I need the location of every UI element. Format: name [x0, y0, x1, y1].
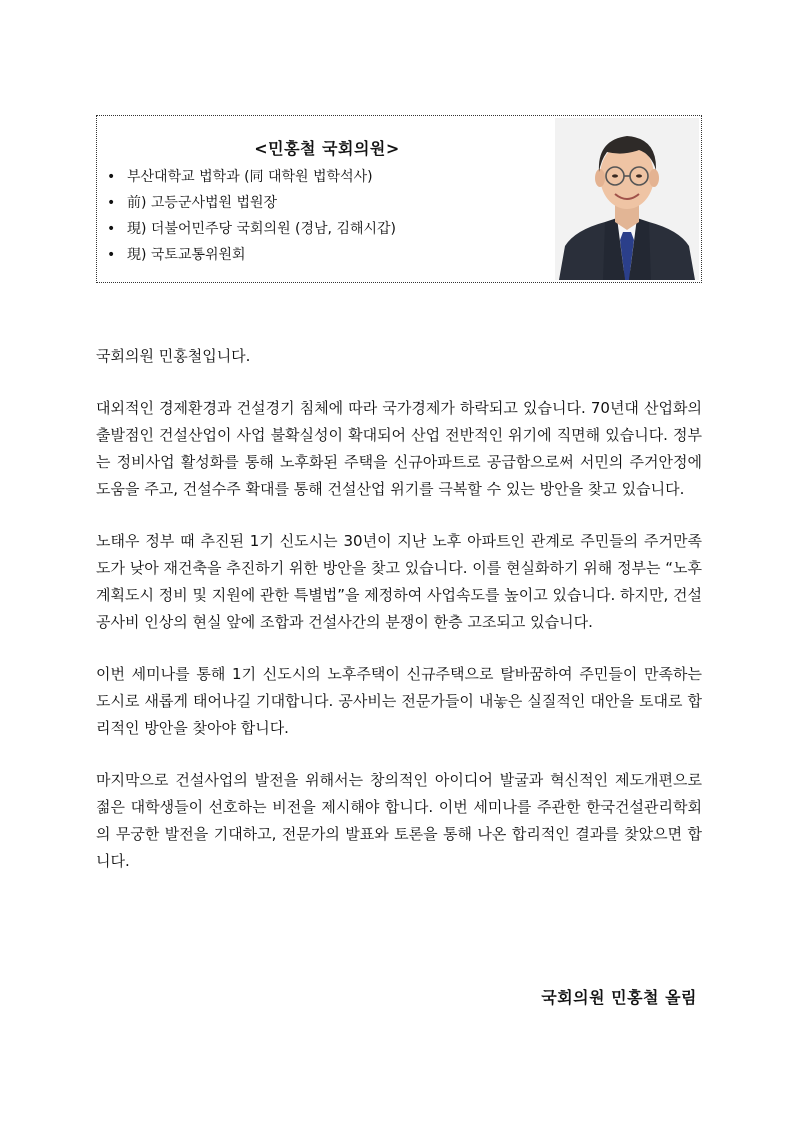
profile-title: <민홍철 국회의원>: [254, 139, 400, 158]
profile-list: [105, 164, 396, 268]
greeting-paragraph: 국회의원 민홍철입니다.: [96, 347, 251, 365]
portrait-photo: [555, 118, 699, 280]
paragraph-new-town: 노태우 정부 때 추진된 1기 신도시는 30년이 지난 노후 아파트인 관계로 주민들의 주거만족도가 낮아 재건축을 추진하기 위한 방안을 찾고 있습니다. 이를 현실화하기 위해 정부는 “노후계획도시 정비 및 지원에 관한 특별법”을 제정하여 사업속도를 높이고 있습니다. 하지만, 건설공사비 인상의 현실 앞에 조합과 건설사간의 분쟁이 한층 고조되고 있습니다.: [96, 532, 702, 631]
profile-item-current-position: • 現) 더불어민주당 국회의원 (경남, 김해시갑): [105, 216, 396, 242]
paragraph-economy: 대외적인 경제환경과 건설경기 침체에 따라 국가경제가 하락되고 있습니다. 70년대 산업화의 출발점인 건설산업이 사업 불확실성이 확대되어 산업 전반적인 위기에 직면해 있습니다. 정부는 정비사업 활성화를 통해 노후화된 주택을 신규아파트로 공급함으로써 서민의 주거안정에 도움을 주고, 건설수주 확대를 통해 건설산업 위기를 극복할 수 있는 방안을 찾고 있습니다.: [96, 399, 702, 498]
profile-box: [96, 115, 702, 283]
portrait-illustration: [555, 118, 699, 280]
profile-item-former-position: • 前) 고등군사법원 법원장: [105, 190, 396, 216]
profile-item-committee: • 現) 국토교통위원회: [105, 242, 396, 268]
paragraph-closing: 마지막으로 건설사업의 발전을 위해서는 창의적인 아이디어 발굴과 혁신적인 제도개편으로 젊은 대학생들이 선호하는 비전을 제시해야 합니다. 이번 세미나를 주관한 한국건설관리학회의 무궁한 발전을 기대하고, 전문가의 발표와 토론을 통해 나온 합리적인 결과를 찾았으면 합니다.: [96, 771, 702, 870]
paragraph-seminar: 이번 세미나를 통해 1기 신도시의 노후주택이 신규주택으로 탈바꿈하여 주민들이 만족하는 도시로 새롭게 태어나길 기대합니다. 공사비는 전문가들이 내놓은 실질적인 대안을 토대로 합리적인 방안을 찾아야 합니다.: [96, 665, 702, 737]
signature: 국회의원 민홍철 올림: [541, 988, 697, 1007]
letter-body: [96, 343, 702, 900]
profile-item-education: • 부산대학교 법학과 (同 대학원 법학석사): [105, 164, 396, 190]
